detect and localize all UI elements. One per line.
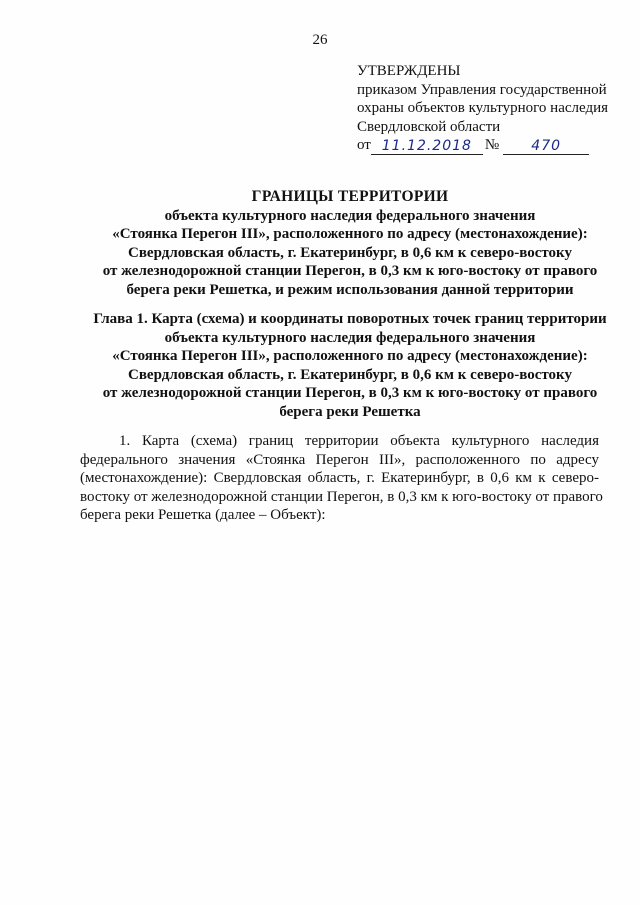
title-line: берега реки Решетка, и режим использования данной территории <box>126 281 574 298</box>
handwritten-date: 11.12.2018 <box>371 138 483 155</box>
approval-line-1: приказом Управления государственной <box>357 81 607 98</box>
paragraph-1 <box>80 432 603 525</box>
date-prefix: от <box>357 137 371 153</box>
title-line: объекта культурного наследия федерального значения <box>164 207 536 224</box>
chapter-heading <box>60 310 640 421</box>
paragraph-line: федерального значения «Стоянка Перегон III», расположенного по адресу <box>80 451 599 468</box>
paragraph-line: 1. Карта (схема) границ территории объекта культурного наследия <box>119 433 599 449</box>
title-line: «Стоянка Перегон III», расположенного по адресу (местонахождение): <box>112 226 588 242</box>
chapter-line: «Стоянка Перегон III», расположенного по адресу (местонахождение): <box>112 348 588 364</box>
title-line: Свердловская область, г. Екатеринбург, в 0,6 км к северо-востоку <box>128 244 572 261</box>
chapter-line: Глава 1. Карта (схема) и координаты поворотных точек границ территории <box>93 311 607 327</box>
approval-line-2: охраны объектов культурного наследия <box>357 100 609 116</box>
title-main: ГРАНИЦЫ ТЕРРИТОРИИ <box>251 188 449 205</box>
page-number: 26 <box>312 32 328 48</box>
chapter-line: объекта культурного наследия федерального значения <box>164 329 536 346</box>
approval-stamp <box>357 62 627 155</box>
document-title <box>60 188 640 299</box>
title-line: от железнодорожной станции Перегон, в 0,3 км к юго-востоку от правого <box>102 263 598 279</box>
paragraph-line: берега реки Решетка (далее – Объект): <box>80 507 326 523</box>
chapter-line: от железнодорожной станции Перегон, в 0,3 км к юго-востоку от правого <box>102 385 598 401</box>
paragraph-line: востоку от железнодорожной станции Перегон, в 0,3 км к юго-востоку от правого <box>80 488 603 505</box>
chapter-line: берега реки Решетка <box>279 403 421 420</box>
number-sign: № <box>484 137 500 153</box>
paragraph-line: (местонахождение): Свердловская область, г. Екатеринбург, в 0,6 км к северо- <box>80 470 599 486</box>
approval-heading: УТВЕРЖДЕНЫ <box>357 63 461 79</box>
approval-date-row <box>357 136 627 155</box>
approval-line-3: Свердловской области <box>357 118 501 135</box>
handwritten-order-number: 470 <box>503 138 589 155</box>
chapter-line: Свердловская область, г. Екатеринбург, в 0,6 км к северо-востоку <box>128 366 572 383</box>
